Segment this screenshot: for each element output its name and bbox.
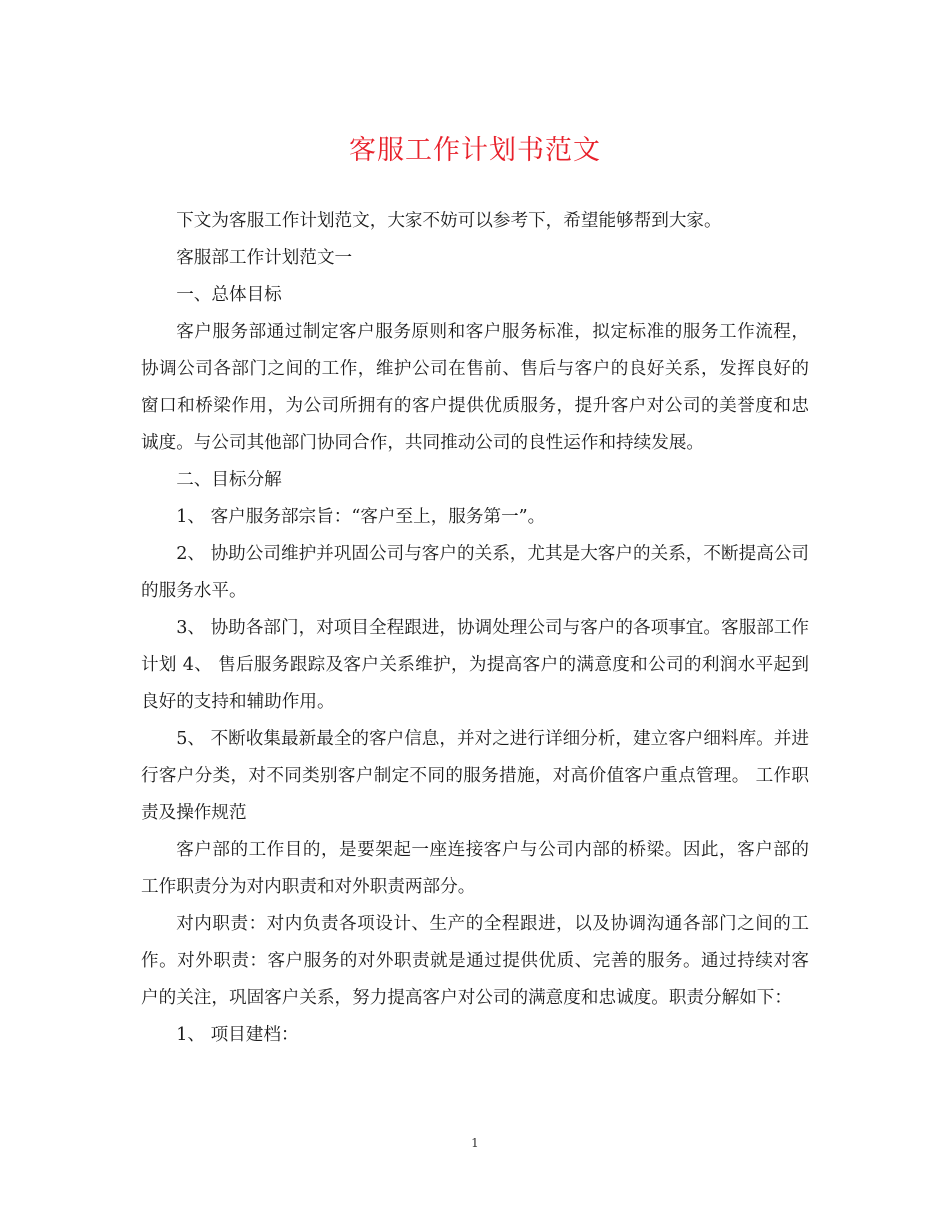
paragraph-item-3: 3、 协助各部门，对项目全程跟进，协调处理公司与客户的各项事宜。客服部工作计划 4、 售后服务跟踪及客户关系维护，为提高客户的满意度和公司的利润水平起到良好的支持和辅助作用。 xyxy=(141,618,809,712)
paragraph-item-5: 5、 不断收集最新最全的客户信息，并对之进行详细分析，建立客户细料库。并进行客户分类，对不同类别客户制定不同的服务措施，对高价值客户重点管理。 工作职责及操作规范 xyxy=(141,729,809,823)
paragraph-item-2: 2、 协助公司维护并巩固公司与客户的关系，尤其是大客户的关系，不断提高公司的服务水平。 xyxy=(141,544,809,601)
paragraph-section-heading: 客服部工作计划范文一 xyxy=(176,248,353,268)
paragraph-project-filing: 1、 项目建档： xyxy=(176,1025,299,1045)
paragraph-item-1: 1、 客户服务部宗旨：“客户至上，服务第一”。 xyxy=(176,507,546,527)
paragraph-duties: 对内职责：对内负责各项设计、生产的全程跟进，以及协调沟通各部门之间的工作。对外职责：客户服务的对外职责就是通过提供优质、完善的服务。通过持续对客户的关注，巩固客户关系，努力提高客户对公司的满意度和忠诚度。职责分解如下： xyxy=(141,914,809,1008)
paragraph-intro: 下文为客服工作计划范文，大家不妨可以参考下，希望能够帮到大家。 xyxy=(176,211,722,231)
document-title: 客服工作计划书范文 xyxy=(349,135,601,166)
paragraph-heading-goal-breakdown: 二、目标分解 xyxy=(176,470,282,490)
paragraph-heading-overall-goal: 一、总体目标 xyxy=(176,285,282,305)
paragraph-work-purpose: 客户部的工作目的，是要架起一座连接客户与公司内部的桥梁。因此，客户部的工作职责分为对内职责和对外职责两部分。 xyxy=(141,840,809,897)
paragraph-overall-goal: 客户服务部通过制定客户服务原则和客户服务标准，拟定标准的服务工作流程，协调公司各部门之间的工作，维护公司在售前、售后与客户的良好关系，发挥良好的窗口和桥梁作用，为公司所拥有的客户提供优质服务，提升客户对公司的美誉度和忠诚度。与公司其他部门协同合作，共同推动公司的良性运作和持续发展。 xyxy=(141,322,809,453)
document-body xyxy=(141,203,809,1054)
page-number: 1 xyxy=(471,1136,479,1150)
